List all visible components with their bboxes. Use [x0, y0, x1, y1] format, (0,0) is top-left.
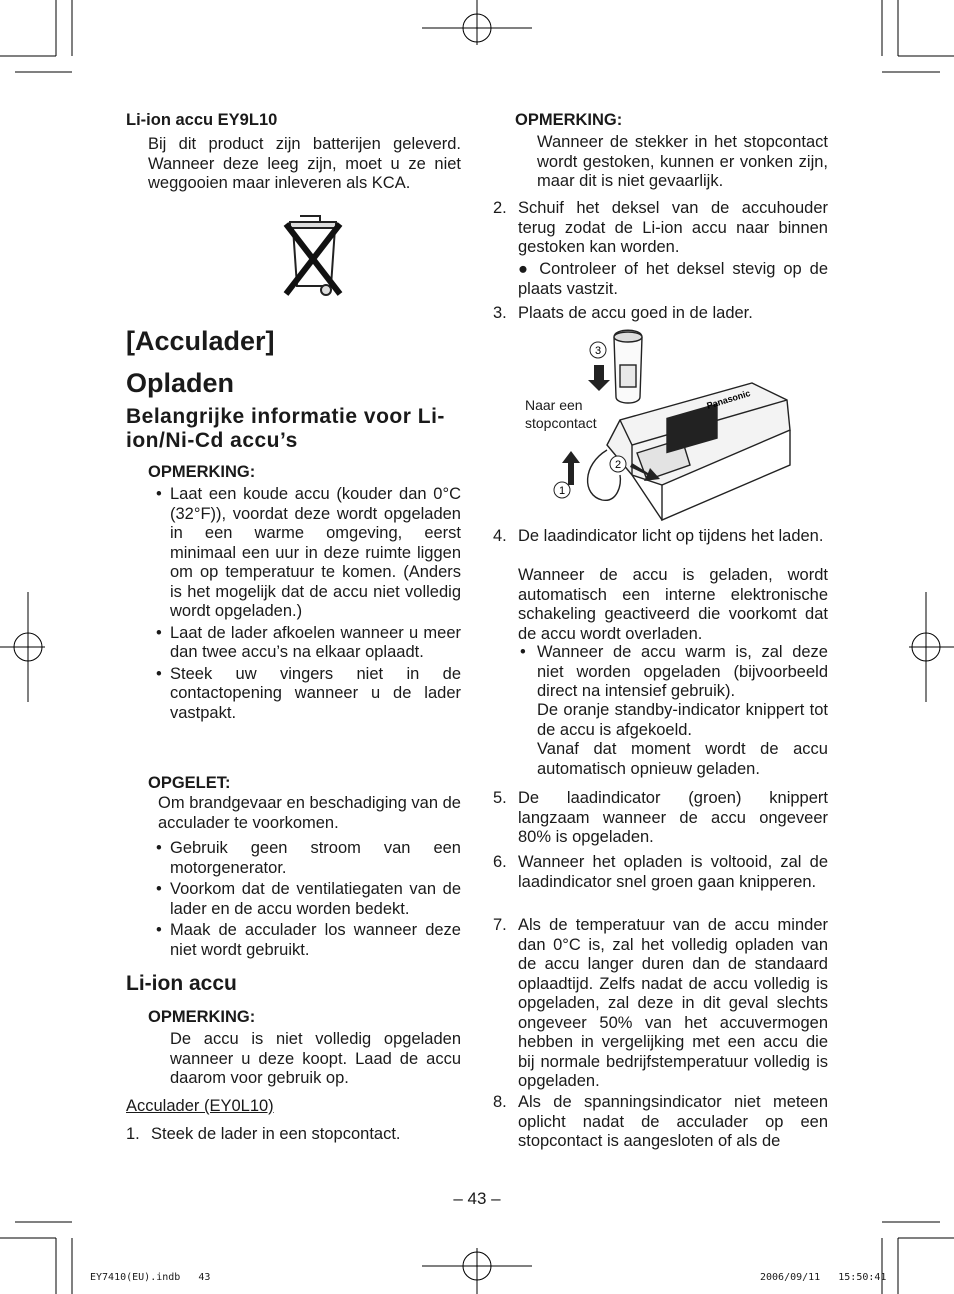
callout-1: 1: [558, 485, 566, 497]
right-note-label: OPMERKING:: [515, 111, 623, 129]
battery-heading: Li-ion accu EY9L10: [126, 111, 278, 129]
callout-2: 2: [614, 459, 622, 471]
callout-3: 3: [594, 345, 602, 357]
step-4-bullet2: De oranje standby-indicator knippert tot de accu is afgekoeld.: [537, 701, 828, 739]
caution-list: [156, 839, 461, 960]
step-6: 6. Wanneer het opladen is voltooid, zal de laadindicator snel groen gaan knipperen.: [493, 853, 828, 891]
step-5: 5. De laadindicator (groen) knippert langzaam wanneer de accu ongeveer 80% is opgeladen.: [493, 789, 828, 846]
step-7: 7. Als de temperatuur van de accu minder dan 0°C is, zal het volledig opladen van de accu langer duren dan de standaard oplaadtijd. Zelfs nadat de accu volledig is opgeladen, zal deze in dit geval slechts ongeveer 50% van het accuvermogen hebben in vergelijking met een accu die bij normale bedrijfstemperatuur volledig is opgeladen.: [493, 916, 828, 1090]
charger-link: Acculader (EY0L10): [126, 1097, 274, 1115]
note1-list: [156, 485, 461, 723]
note1-label: OPMERKING:: [148, 463, 256, 481]
step-2-sub: ● Controleer of het deksel stevig op de plaats vastzit.: [518, 260, 828, 298]
print-file: EY7410(EU).indb 43: [90, 1272, 211, 1283]
step-8: 8. Als de spanningsindicator niet meteen oplicht nadat de acculader op een stopcontact is aangesloten of als de: [493, 1093, 828, 1150]
list-item: • Laat een koude accu (kouder dan 0°C (32°F)), voordat deze wordt opgeladen in een warme omgeving, eerst minimaal een uur in deze ruimte liggen om op temperatuur te komen. (Anders is het mogelijk dat de accu niet volledig wordt opgeladen.): [156, 485, 461, 620]
step-4-text2: Wanneer de accu is geladen, wordt automatisch een interne elektronische schakeling geactiveerd die voorkomt dat de accu wordt overladen.: [518, 566, 828, 643]
note2-text: De accu is niet volledig opgeladen wanneer u deze koopt. Laad de accu daarom voor gebruik op.: [170, 1030, 461, 1087]
outlet-label: Naar een stopcontact: [525, 397, 597, 431]
step-4-bullet: • Wanneer de accu warm is, zal deze niet worden opgeladen (bijvoorbeeld direct na intensief gebruik).: [520, 643, 828, 700]
list-item: • Steek uw vingers niet in de contactopening wanneer u de lader vastpakt.: [156, 664, 461, 722]
right-note-text: Wanneer de stekker in het stopcontact wordt gestoken, kunnen er vonken zijn, maar dit is niet gevaarlijk.: [537, 133, 828, 190]
list-item: • Gebruik geen stroom van een motorgenerator.: [156, 839, 461, 877]
step-4-bullet3: Vanaf dat moment wordt de accu automatisch opnieuw geladen.: [537, 740, 828, 778]
step-4: 4. De laadindicator licht op tijdens het laden.: [493, 527, 824, 545]
battery-text: Bij dit product zijn batterijen geleverd. Wanneer deze leeg zijn, moet u ze niet weggooien maar inleveren als KCA.: [148, 135, 461, 192]
step-3: 3. Plaats de accu goed in de lader.: [493, 304, 753, 322]
caution-label: OPGELET:: [148, 774, 231, 792]
caution-text: Om brandgevaar en beschadiging van de acculader te voorkomen.: [158, 794, 461, 832]
section-title: [Acculader]: [126, 326, 275, 356]
list-item: • Laat de lader afkoelen wanneer u meer dan twee accu’s na elkaar oplaadt.: [156, 623, 461, 661]
liion-heading: Li-ion accu: [126, 972, 237, 995]
crossed-bin-icon: [282, 210, 346, 300]
note2-label: OPMERKING:: [148, 1008, 256, 1026]
brand-label: Panasonic: [705, 388, 752, 411]
list-item: • Voorkom dat de ventilatiegaten van de lader en de accu worden bedekt.: [156, 880, 461, 918]
list-item: • Maak de acculader los wanneer deze niet wordt gebruikt.: [156, 921, 461, 959]
step-1: 1. Steek de lader in een stopcontact.: [126, 1125, 401, 1143]
step-2: 2. Schuif het deksel van de accuhouder terug zodat de Li-ion accu naar binnen gestoken kan worden.: [493, 199, 828, 256]
important-heading: Belangrijke informatie voor Li-ion/Ni-Cd accu’s: [126, 405, 445, 452]
page-number: – 43 –: [453, 1189, 501, 1208]
print-date: 2006/09/11 15:50:41: [760, 1272, 887, 1283]
charger-figure: [522, 325, 802, 525]
section-subtitle: Opladen: [126, 368, 235, 398]
